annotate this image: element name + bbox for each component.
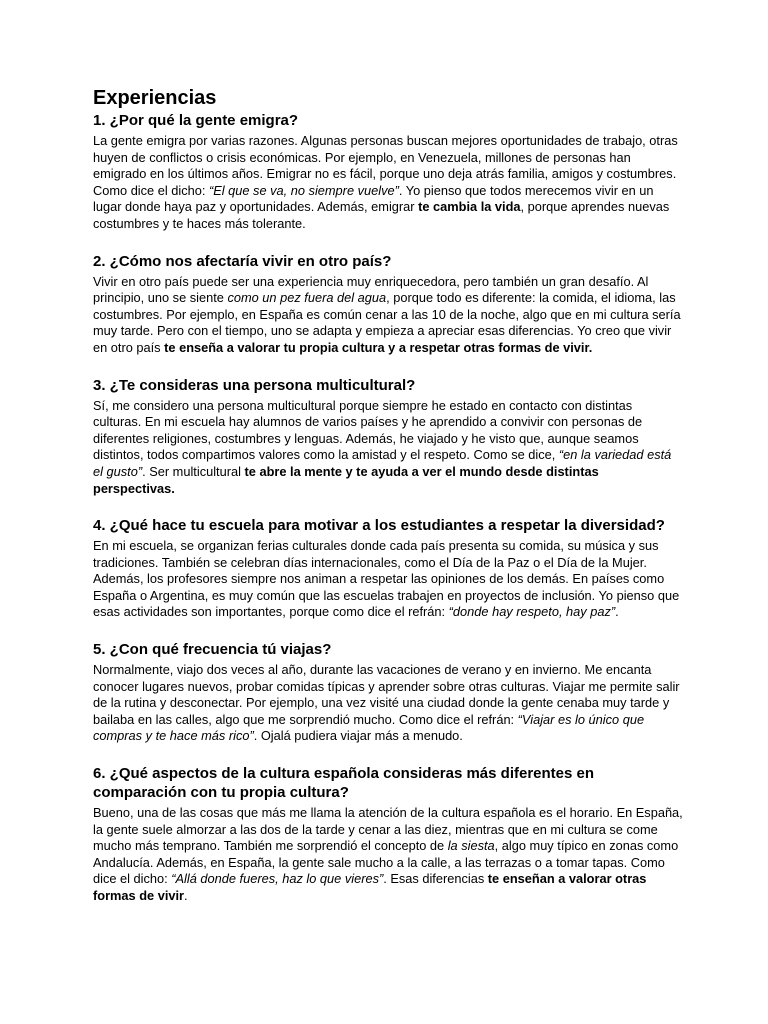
section-6 — [93, 764, 683, 905]
body-text: Vivir en otro país puede ser una experiencia muy enriquecedora, pero también un gran desafío. Al principio, uno se siente — [93, 273, 649, 306]
document-page — [93, 86, 683, 905]
body-text: Sí, me considero una persona multicultural porque siempre he estado en contacto con distintas culturas. En mi escuela hay alumnos de varios países y he aprendido a convivir con personas de diferentes religiones, costumbres y lenguas. Además, he viajado y he visto que, aunque seamos distintos, todos compartimos valores como la amistad y el respeto. Como se dice, — [93, 397, 643, 463]
question-heading: 2. ¿Cómo nos afectaría vivir en otro país? — [93, 252, 392, 270]
question-heading: 5. ¿Con qué frecuencia tú viajas? — [93, 641, 332, 659]
answer-paragraph — [93, 538, 683, 621]
emphasis-text: te abre la mente y te ayuda a ver el mundo desde distintas perspectivas. — [93, 463, 599, 496]
quote-text: “El que se va, no siempre vuelve” — [208, 182, 399, 198]
question-heading: 6. ¿Qué aspectos de la cultura española consideras más diferentes en comparación con tu propia cultura? — [93, 765, 595, 802]
quote-text: “donde hay respeto, hay paz” — [448, 604, 616, 620]
quote-text: como un pez fuera del agua — [227, 290, 387, 306]
body-text: . Ojalá pudiera viajar más a menudo. — [253, 728, 463, 744]
body-text: , porque aprendes nuevas costumbres y te haces más tolerante. — [93, 199, 670, 231]
question-heading: 1. ¿Por qué la gente emigra? — [93, 112, 299, 129]
section-1 — [93, 111, 683, 233]
body-text: . Yo pienso que todos merecemos vivir en un lugar donde haya paz y oportunidades. Además, emigrar — [93, 182, 654, 215]
quote-text: la siesta — [447, 838, 495, 854]
document-title: Experiencias — [93, 87, 217, 109]
body-text: Normalmente, viajo dos veces al año, durante las vacaciones de verano y en invierno. Me encanta conocer lugares nuevos, probar comidas típicas y aprender sobre otras culturas. Viajar me permite salir de la rutina y desconectar. Por ejemplo, una vez visité una ciudad donde la gente cenaba muy tarde y bailaba en las calles, algo que me sorprendió mucho. Como dice el refrán: — [93, 662, 680, 727]
section-2 — [93, 252, 683, 357]
answer-paragraph — [93, 662, 683, 745]
body-text: . Ser multicultural — [142, 463, 245, 479]
answer-paragraph — [93, 133, 683, 233]
body-text: La gente emigra por varias razones. Algunas personas buscan mejores oportunidades de trabajo, otras huyen de conflictos o crisis económicas. Por ejemplo, en Venezuela, millones de personas han emigrado en los últimos años. Emigrar no es fácil, porque uno deja atrás familia, amigos y costumbres. Como dice el dicho: — [93, 133, 678, 198]
body-text: , algo muy típico en zonas como Andalucía. Además, en España, la gente sale mucho a la calle, a las terrazas o a tomar tapas. Como dice el dicho: — [93, 838, 679, 887]
answer-paragraph — [93, 274, 683, 357]
quote-text: “Viajar es lo único que compras y te hace más rico” — [93, 711, 645, 744]
body-text: Bueno, una de las cosas que más me llama la atención de la cultura española es el horario. En España, la gente suele almorzar a las dos de la tarde y cenar a las diez, mientras que en mi cultura se come mucho más temprano. También me sorprendió el concepto de — [93, 805, 683, 854]
emphasis-text: te cambia la vida — [418, 199, 521, 215]
quote-text: “Allá donde fueres, haz lo que vieres” — [171, 871, 384, 887]
body-text: . — [184, 888, 188, 903]
body-text: . — [615, 604, 619, 620]
emphasis-text: te enseña a valorar tu propia cultura y a respetar otras formas de vivir. — [164, 339, 593, 355]
answer-paragraph — [93, 805, 683, 905]
section-3 — [93, 376, 683, 498]
quote-text: “en la variedad está el gusto” — [93, 447, 672, 479]
body-text: . Esas diferencias — [383, 871, 488, 887]
question-heading: 4. ¿Qué hace tu escuela para motivar a los estudiantes a respetar la diversidad? — [93, 517, 665, 535]
section-4 — [93, 516, 683, 621]
question-heading: 3. ¿Te consideras una persona multicultural? — [93, 376, 416, 394]
body-text: En mi escuela, se organizan ferias culturales donde cada país presenta su comida, su música y sus tradiciones. También se celebran días internacionales, como el Día de la Paz o el Día de la Mujer. Además, los profesores siempre nos animan a respetar las opiniones de los demás. En países como España o Argentina, es muy común que las escuelas trabajen en proyectos de inclusión. Yo pienso que esas actividades son importantes, porque como dice el refrán: — [93, 538, 680, 620]
answer-paragraph — [93, 398, 683, 498]
body-text: , porque todo es diferente: la comida, el idioma, las costumbres. Por ejemplo, en España es común cenar a las 10 de la noche, algo que en mi cultura sería muy tarde. Pero con el tiempo, uno se adapta y empieza a apreciar esas diferencias. Yo creo que vivir en otro país — [93, 290, 681, 355]
section-5 — [93, 640, 683, 745]
emphasis-text: te enseñan a valorar otras formas de vivir — [93, 871, 647, 903]
